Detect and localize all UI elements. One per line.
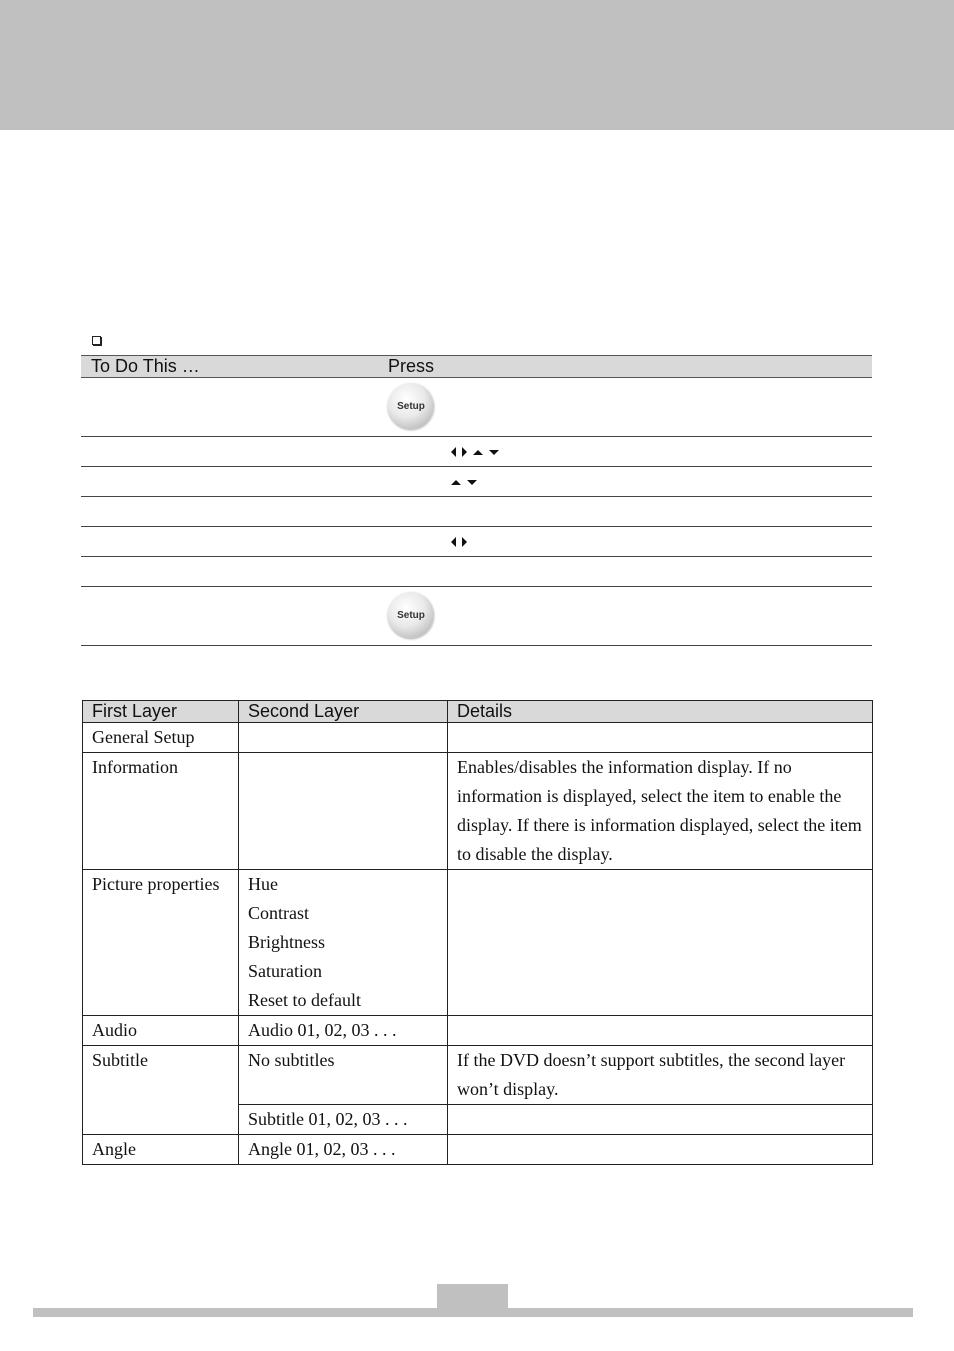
second-layer-cell: Audio 01, 02, 03 . . . — [239, 1016, 448, 1046]
arrow-keys — [451, 446, 499, 458]
option-reset-to-default: Reset to default — [248, 990, 361, 1010]
header-press: Press — [388, 356, 435, 376]
header-first-layer: First Layer — [83, 701, 239, 723]
header-to-do-this: To Do This … — [91, 356, 200, 376]
menu-table-header — [83, 701, 873, 723]
first-layer-cell: Angle — [83, 1135, 239, 1165]
header-details: Details — [448, 701, 873, 723]
page-number-tab — [437, 1284, 508, 1309]
arrow-keys — [451, 476, 477, 488]
second-layer-cell: Angle 01, 02, 03 . . . — [239, 1135, 448, 1165]
details-cell — [448, 723, 873, 753]
setup-button-icon: Setup — [388, 592, 434, 638]
menu-layers-table — [82, 700, 873, 1165]
details-cell — [448, 1105, 873, 1135]
second-layer-cell — [239, 753, 448, 870]
option-contrast: Contrast — [248, 903, 309, 923]
down-arrow-icon — [467, 480, 477, 485]
footer-band — [33, 1308, 913, 1317]
up-arrow-icon — [473, 450, 483, 455]
setup-button-icon: Setup — [388, 383, 434, 429]
right-arrow-icon — [462, 537, 467, 547]
controls-table-header — [81, 355, 872, 378]
header-band — [0, 0, 954, 130]
header-second-layer: Second Layer — [239, 701, 448, 723]
details-cell — [448, 870, 873, 1016]
first-layer-cell: Audio — [83, 1016, 239, 1046]
table-row — [83, 1135, 873, 1165]
details-cell — [448, 1016, 873, 1046]
details-cell: Enables/disables the information display. If no information is displayed, select the item to enable the display. If there is information displayed, select the item to disable the display. — [448, 753, 873, 870]
table-row — [83, 1016, 873, 1046]
controls-row-exit-setup — [81, 587, 872, 646]
controls-row-navigate — [81, 437, 872, 467]
option-brightness: Brightness — [248, 932, 326, 952]
option-hue: Hue — [248, 874, 278, 894]
second-layer-cell: Subtitle 01, 02, 03 . . . — [239, 1105, 448, 1135]
controls-row-adjust — [81, 527, 872, 557]
right-arrow-icon — [462, 447, 467, 457]
controls-row-blank — [81, 497, 872, 527]
table-row — [83, 753, 873, 870]
second-layer-cell: No subtitles — [239, 1046, 448, 1105]
first-layer-cell: Subtitle — [83, 1046, 239, 1135]
table-row — [83, 723, 873, 753]
left-arrow-icon — [451, 537, 456, 547]
details-cell: If the DVD doesn’t support subtitles, the second layer won’t display. — [448, 1046, 873, 1105]
down-arrow-icon — [489, 450, 499, 455]
second-layer-cell — [239, 870, 448, 1016]
table-row — [83, 1046, 873, 1105]
controls-row-blank — [81, 557, 872, 587]
up-arrow-icon — [451, 480, 461, 485]
second-layer-cell — [239, 723, 448, 753]
option-saturation: Saturation — [248, 961, 322, 981]
details-cell — [448, 1135, 873, 1165]
first-layer-cell: Picture properties — [83, 870, 239, 1016]
first-layer-cell: Information — [83, 753, 239, 870]
controls-row-select — [81, 467, 872, 497]
first-layer-cell: General Setup — [83, 723, 239, 753]
controls-row-open-setup — [81, 378, 872, 437]
controls-table — [81, 355, 872, 646]
arrow-keys — [451, 536, 467, 548]
left-arrow-icon — [451, 447, 456, 457]
table-row — [83, 870, 873, 1016]
checkbox-bullet-icon — [92, 336, 101, 345]
